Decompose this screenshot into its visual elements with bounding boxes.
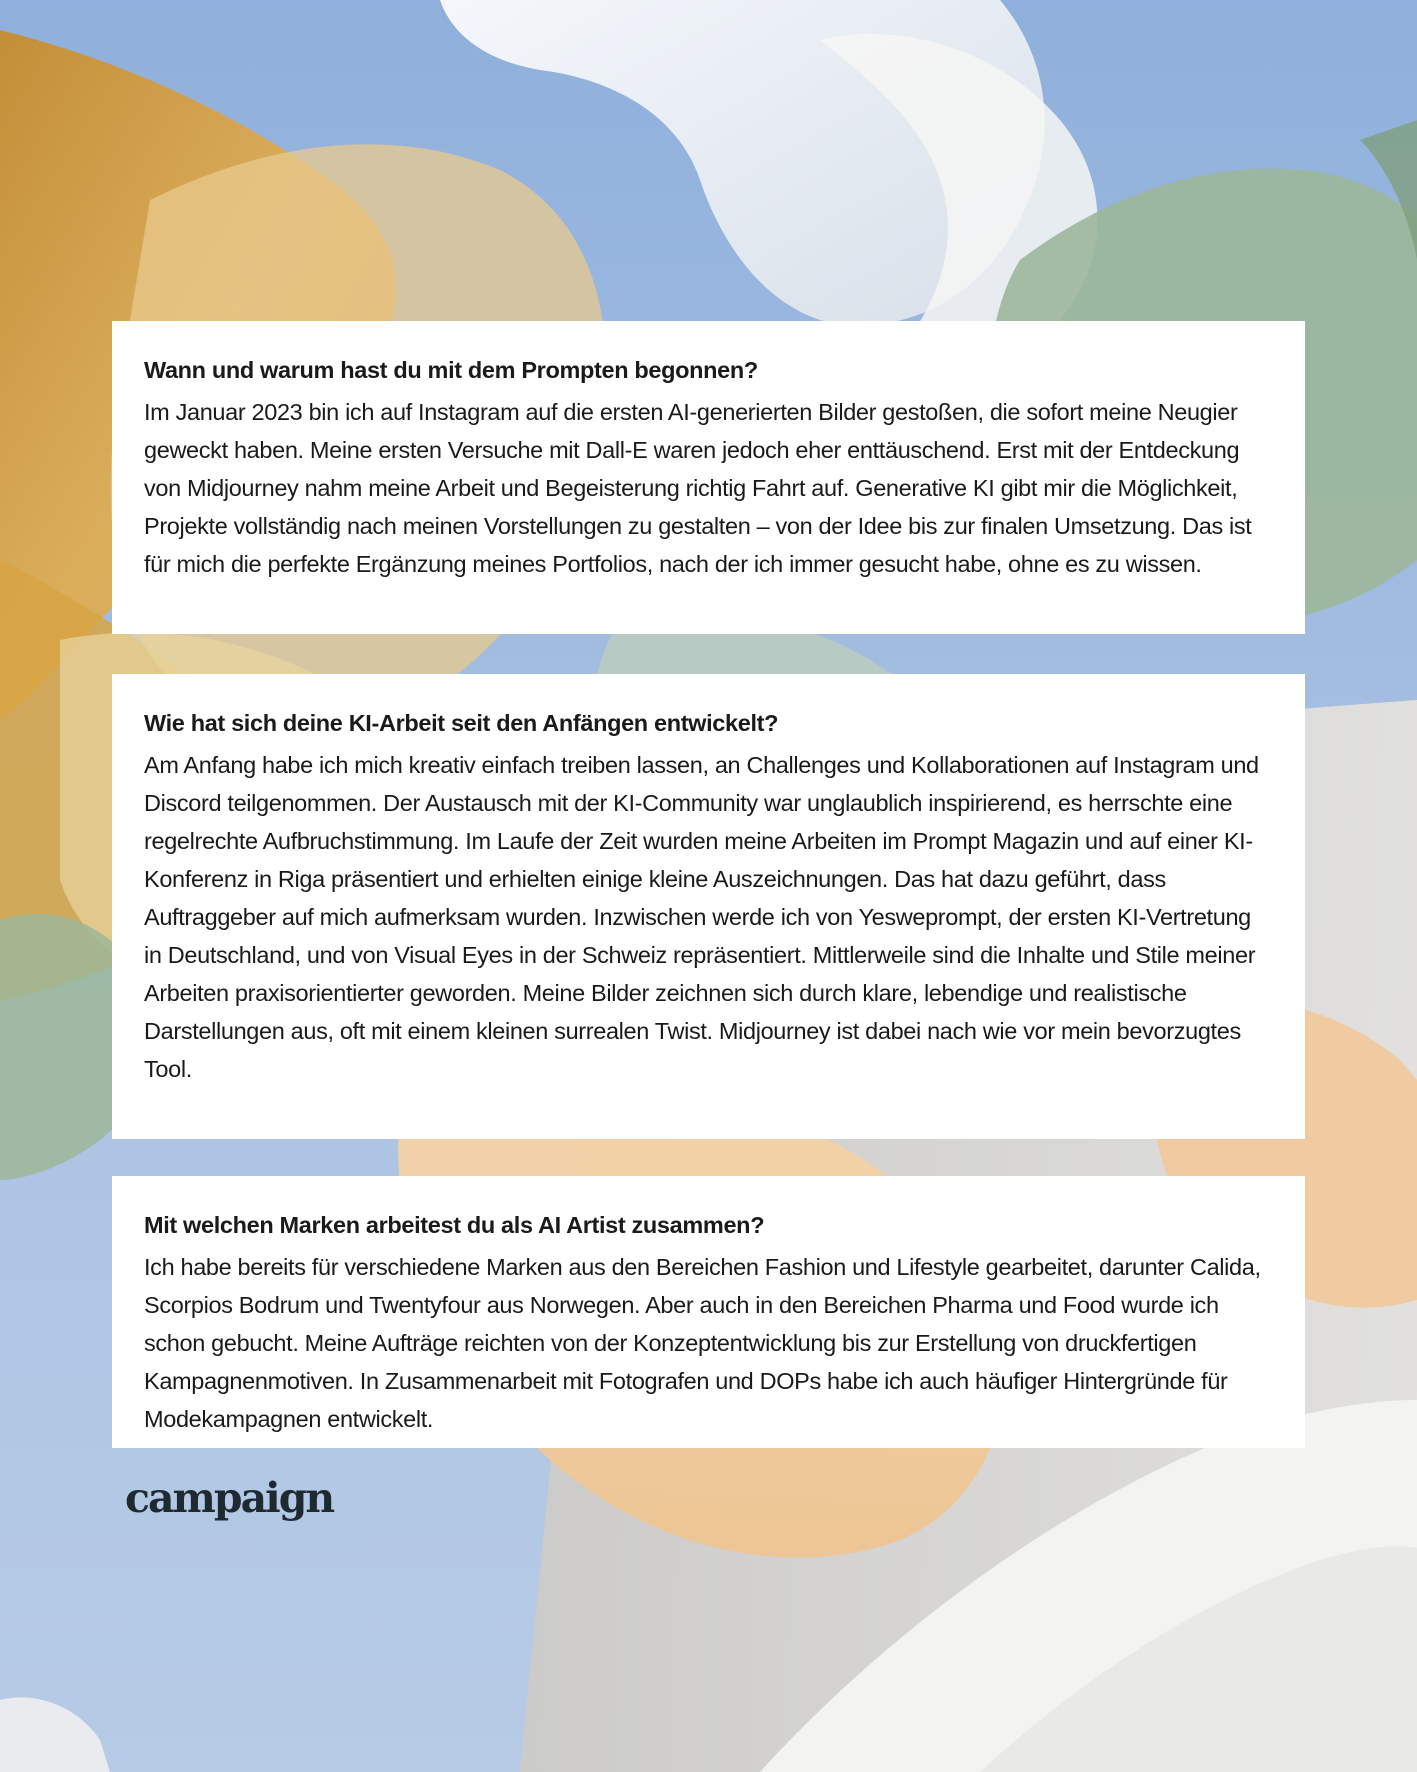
section-question: Mit welchen Marken arbeitest du als AI Artist zusammen? bbox=[144, 1212, 765, 1238]
section-question: Wann und warum hast du mit dem Prompten begonnen? bbox=[144, 357, 758, 383]
section-question: Wie hat sich deine KI-Arbeit seit den Anfängen entwickelt? bbox=[144, 710, 779, 736]
section-answer: Ich habe bereits für verschiedene Marken aus den Bereichen Fashion und Lifestyle gearbeitet, darunter Calida, Scorpios Bodrum und Twentyfour aus Norwegen. Aber auch in den Bereichen Pharma und Food wurde ich schon gebucht. Meine Aufträge reichten von der Konzeptentwicklung bis zur Erstellung von druckfertigen Kampagnenmotiven. In Zusammenarbeit mit Fotografen und DOPs habe ich auch häufiger Hintergründe für Modekampagnen entwickelt. bbox=[144, 1254, 1261, 1432]
interview-section-3 bbox=[112, 1176, 1305, 1448]
campaign-logo: campaign bbox=[125, 1474, 334, 1522]
interview-section-1 bbox=[112, 321, 1305, 634]
section-answer: Am Anfang habe ich mich kreativ einfach treiben lassen, an Challenges und Kollaborationen auf Instagram und Discord teilgenommen. Der Austausch mit der KI-Community war unglaublich inspirierend, es herrschte eine regelrechte Aufbruchstimmung. Im Laufe der Zeit wurden meine Arbeiten im Prompt Magazin und auf einer KI-Konferenz in Riga präsentiert und erhielten einige kleine Auszeichnungen. Das hat dazu geführt, dass Auftraggeber auf mich aufmerksam wurden. Inzwischen werde ich von Yesweprompt, der ersten KI-Vertretung in Deutschland, und von Visual Eyes in der Schweiz repräsentiert. Mittlerweile sind die Inhalte und Stile meiner Arbeiten praxisorientierter geworden. Meine Bilder zeichnen sich durch klare, lebendige und realistische Darstellungen aus, oft mit einem kleinen surrealen Twist. Midjourney ist dabei nach wie vor mein bevorzugtes Tool. bbox=[144, 752, 1259, 1082]
section-answer: Im Januar 2023 bin ich auf Instagram auf die ersten AI-generierten Bilder gestoßen, die sofort meine Neugier geweckt haben. Meine ersten Versuche mit Dall-E waren jedoch eher enttäuschend. Erst mit der Entdeckung von Midjourney nahm meine Arbeit und Begeisterung richtig Fahrt auf. Generative KI gibt mir die Möglichkeit, Projekte vollständig nach meinen Vorstellungen zu gestalten – von der Idee bis zur finalen Umsetzung. Das ist für mich die perfekte Ergänzung meines Portfolios, nach der ich immer gesucht habe, ohne es zu wissen. bbox=[144, 399, 1252, 577]
interview-section-2 bbox=[112, 674, 1305, 1139]
